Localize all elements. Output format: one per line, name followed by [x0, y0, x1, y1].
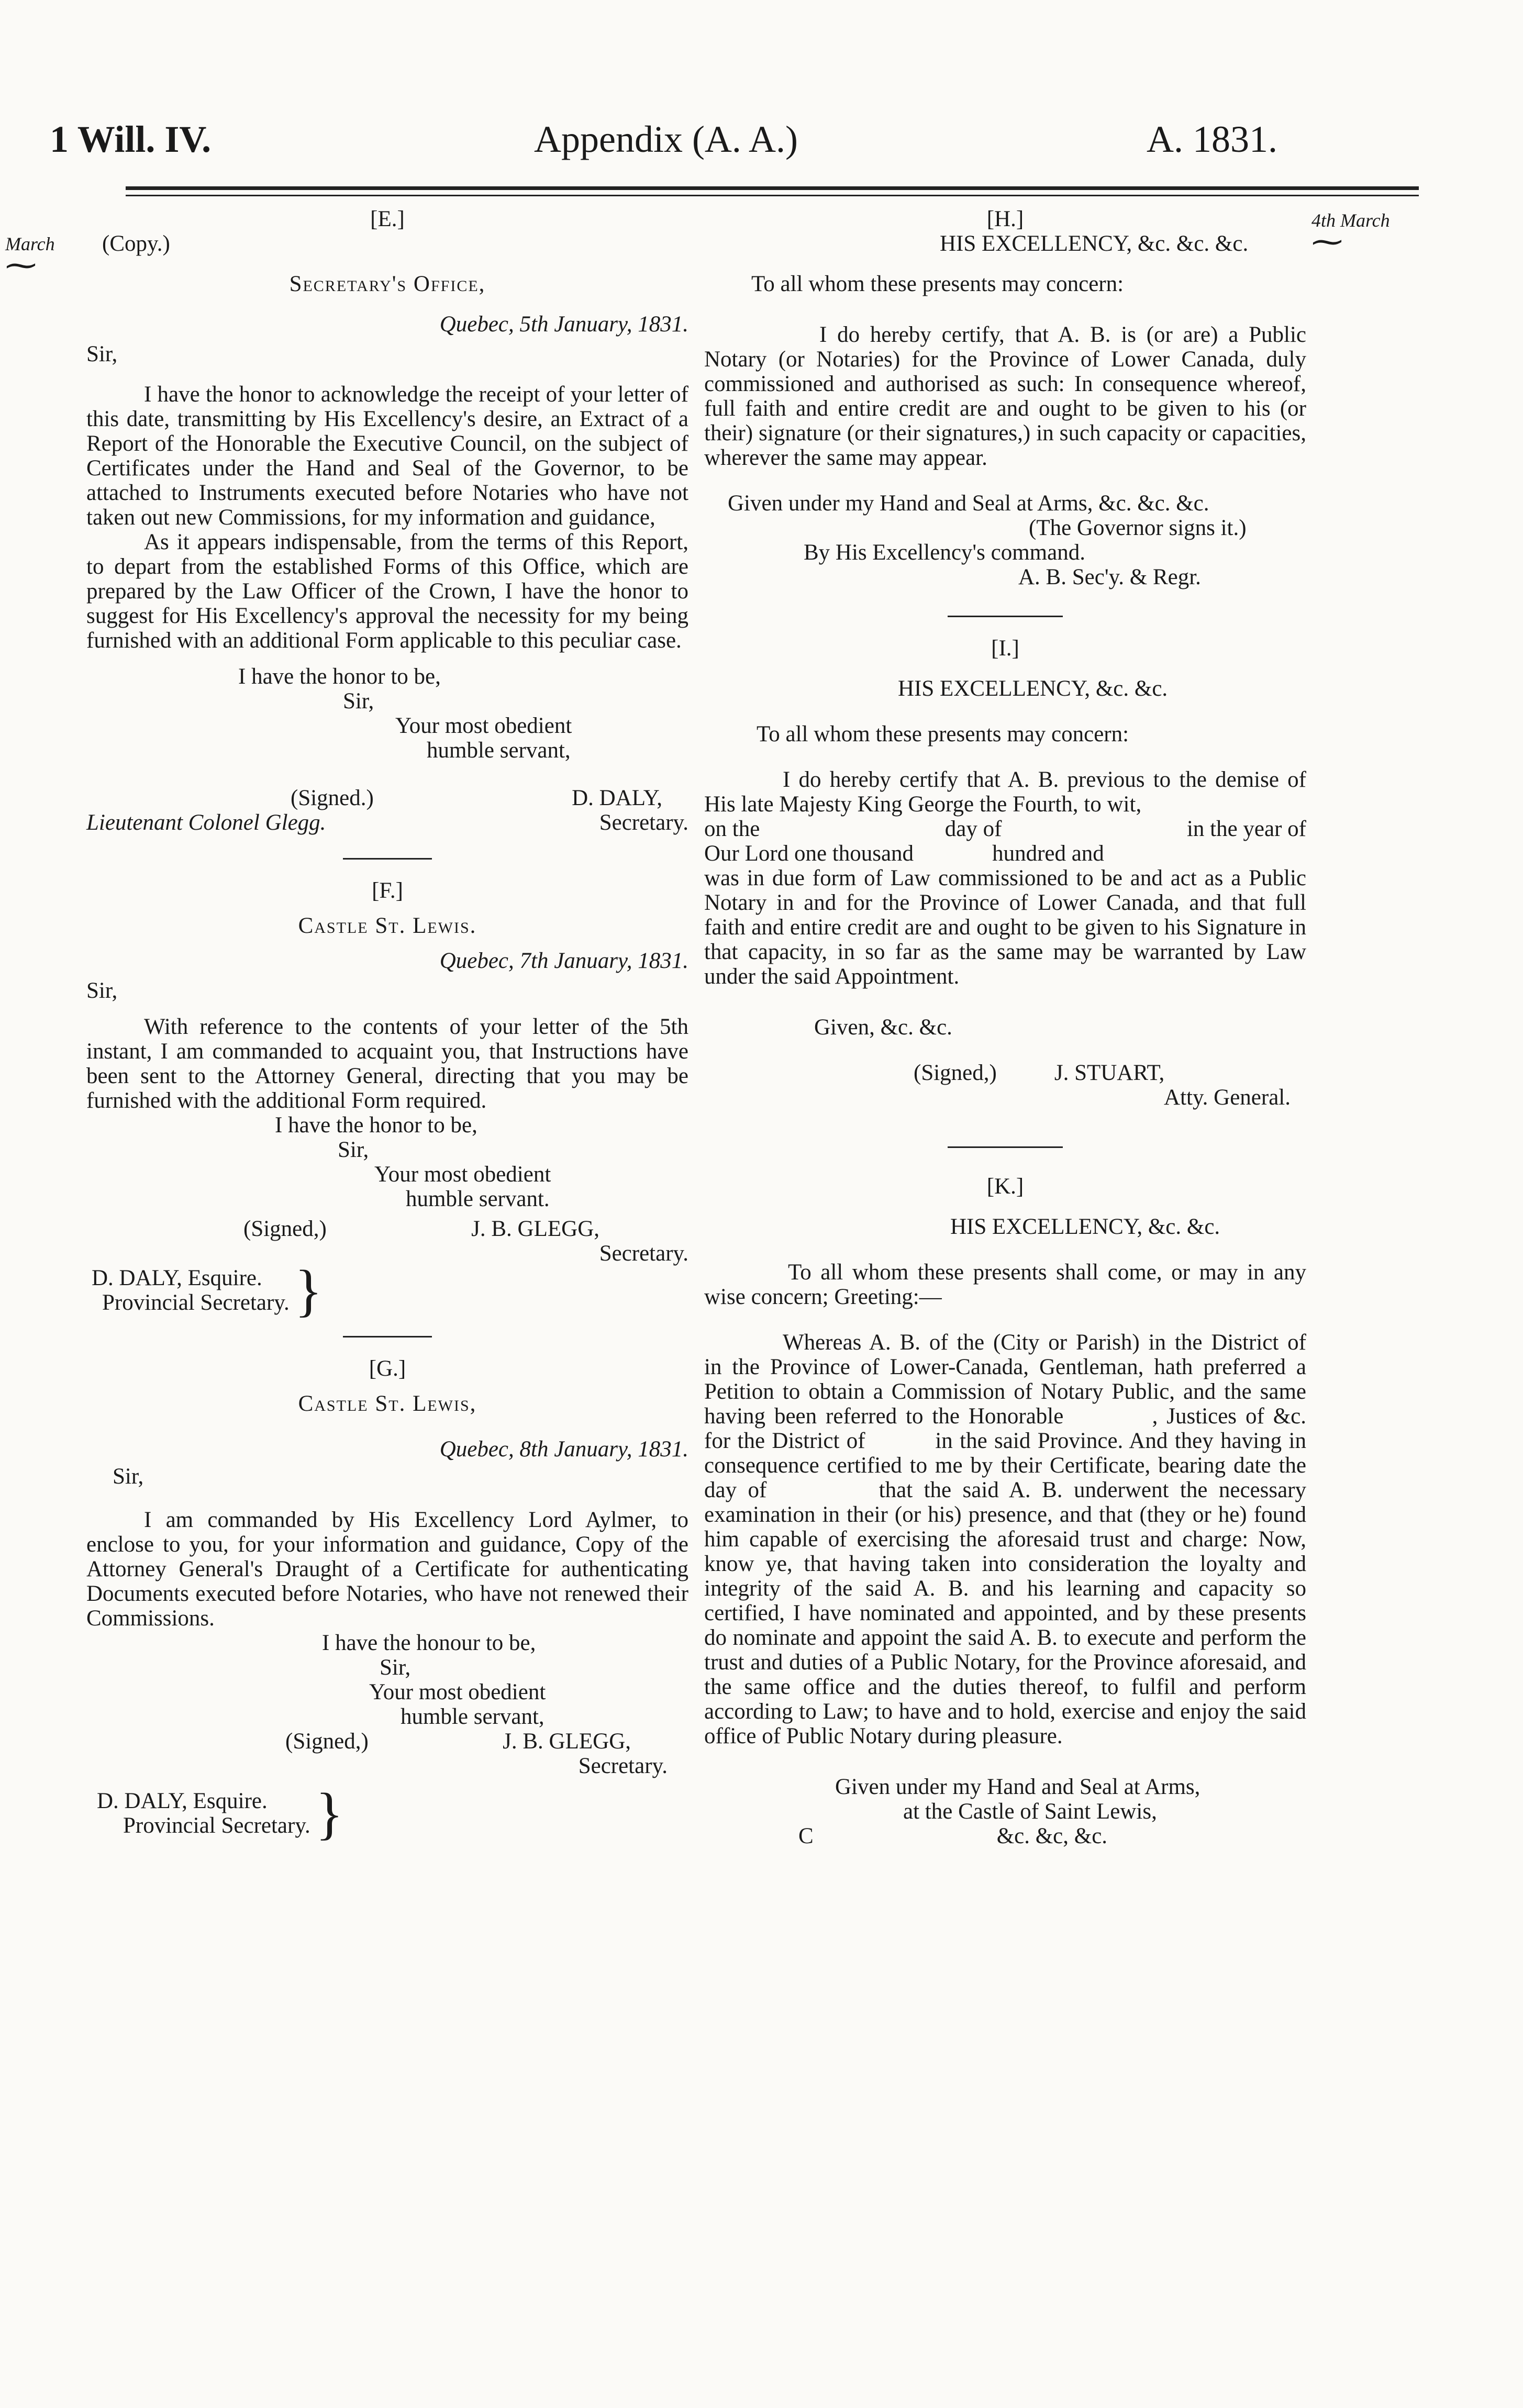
closing-line: I have the honor to be, — [238, 664, 441, 689]
section-divider — [343, 1336, 432, 1337]
blank-line-year: in the year of — [1186, 817, 1306, 841]
section-label-e: [E.] — [370, 207, 405, 231]
address-block: D. DALY, Esquire. Provincial Secretary. } — [92, 1258, 323, 1322]
letter-date: Quebec, 7th January, 1831. — [439, 949, 688, 973]
signed-note: (Signed,) — [243, 1217, 327, 1241]
signed-note: (Signed.) — [291, 786, 374, 810]
margin-note-right: 4th March ⁓ — [1311, 210, 1390, 259]
section-label-k: [K.] — [986, 1174, 1024, 1199]
section-label-i: [I.] — [991, 636, 1019, 661]
blank-line-on: on the — [704, 817, 760, 841]
header-volume: 1 Will. IV. — [50, 118, 212, 160]
section-label-h: [H.] — [986, 207, 1024, 231]
office-heading: Castle St. Lewis, — [298, 1391, 477, 1416]
seal-letter: C — [798, 1824, 814, 1848]
addressee: Lieutenant Colonel Glegg. — [86, 810, 326, 835]
section-divider — [948, 616, 1063, 617]
closing-line: Sir, — [380, 1655, 411, 1680]
etc-line: &c. &c, &c. — [996, 1824, 1108, 1848]
salutation: Sir, — [113, 1464, 144, 1489]
closing-line: Sir, — [338, 1138, 369, 1162]
address-name: D. DALY, Esquire. — [92, 1266, 262, 1290]
paragraph: I do hereby certify that A. B. previous to the demise of His late Majesty King George the Fourth, to wit, — [704, 767, 1306, 817]
address-name: D. DALY, Esquire. — [97, 1789, 268, 1813]
signer-title: Secretary. — [599, 810, 688, 835]
signed-note: (Signed,) — [914, 1061, 997, 1085]
form-heading: HIS EXCELLENCY, &c. &c. — [898, 676, 1168, 701]
left-column — [86, 207, 688, 1845]
paragraph: Whereas A. B. of the (City or Parish) in the District of in the Province of Lower-Canada, Gentleman, hath preferred a Petition to obtain a Commission of Notary Public, and the same having been referred to the Honorable , Justices of &c. for the District of in the said Province. And they having in consequence certified to me by their Certificate, bearing date the day of that the said A. B. underwent the necessary examination in their (or his) presence, and that (they or he) found him capable of exercising the aforesaid trust and charge: Now, know ye, that having taken into consideration the loyalty and integrity of the said A. B. and his learning and capacity so certified, I have nominated and appointed, and by these presents do nominate and appoint the said A. B. to execute and perform the trust and duties of a Public Notary, for the Province aforesaid, and the same office and the duties thereof, to fulfil and perform according to Law; to have and to hold, exercise and enjoy the said office of Public Notary during pleasure. — [704, 1330, 1363, 1748]
header-appendix: Appendix (A. A.) — [534, 118, 798, 160]
form-address: To all whom these presents shall come, or may in any wise concern; Greeting:— — [704, 1260, 1306, 1309]
closing-line: humble servant, — [401, 1704, 544, 1729]
paragraph: I have the honor to acknowledge the receipt of your letter of this date, transmitting by His Excellency's desire, an Extract of a Report of the Honorable the Executive Council, on the subject of Certificates under the Hand and Seal of the Governor, to be attached to Instruments executed before Notaries who have not taken out new Commissions, for my information and guidance, — [86, 382, 688, 530]
section-label-g: [G.] — [369, 1356, 406, 1381]
given-line: Given, &c. &c. — [814, 1015, 952, 1040]
given-line: at the Castle of Saint Lewis, — [903, 1799, 1157, 1824]
section-divider — [343, 858, 432, 860]
copy-note: (Copy.) — [102, 231, 170, 256]
salutation: Sir, — [86, 342, 118, 366]
closing-line: Your most obedient — [369, 1680, 546, 1704]
signer-title: Atty. General. — [1164, 1085, 1291, 1110]
command-line: By His Excellency's command. — [804, 540, 1085, 565]
paragraph: I am commanded by His Excellency Lord Aylmer, to enclose to you, for your information and guidance, Copy of the Attorney General's Draught of a Certificate for authenticating Documents executed before Notaries, who have not renewed their Commissions. — [86, 1508, 688, 1631]
closing-line: Your most obedient — [374, 1162, 551, 1187]
secretary-line: A. B. Sec'y. & Regr. — [1018, 565, 1201, 589]
closing-line: Sir, — [343, 689, 374, 714]
letter-date: Quebec, 5th January, 1831. — [439, 312, 688, 337]
closing-line: humble servant, — [427, 738, 571, 763]
section-label-f: [F.] — [372, 878, 403, 903]
address-block: D. DALY, Esquire. Provincial Secretary. } — [97, 1781, 343, 1845]
signer-title: Secretary. — [599, 1241, 688, 1266]
form-heading: HIS EXCELLENCY, &c. &c. — [950, 1214, 1220, 1239]
margin-note-left: March ⁓ — [5, 233, 55, 283]
paragraph: I do hereby certify, that A. B. is (or are) a Public Notary (or Notaries) for the Province of Lower Canada, duly commissioned and authorised as such: In consequence whereof, full faith and entire credit are and ought to be given to his (or their) signature (or their signatures,) in such capacity or capacities, wherever the same may appear. — [704, 322, 1306, 470]
signer-name: D. DALY, — [572, 786, 662, 810]
closing-line: humble servant. — [406, 1187, 550, 1211]
signer-name: J. B. GLEGG, — [471, 1217, 599, 1241]
paragraph: With reference to the contents of your letter of the 5th instant, I am commanded to acquaint you, that Instructions have been sent to the Attorney General, directing that you may be furnished with the additional Form required. — [86, 1015, 688, 1113]
signed-note: (Signed,) — [285, 1729, 369, 1754]
blank-line-hundred: hundred and — [992, 841, 1104, 866]
office-heading: Castle St. Lewis. — [298, 913, 477, 938]
header-rule — [126, 186, 1419, 190]
closing-line: Your most obedient — [395, 714, 572, 738]
address-title: Provincial Secretary. — [102, 1290, 290, 1315]
section-divider — [948, 1146, 1063, 1148]
form-address: To all whom these presents may concern: — [757, 722, 1129, 746]
office-heading: Secretary's Office, — [289, 272, 486, 296]
header-rule-thin — [126, 195, 1419, 196]
closing-line: I have the honor to be, — [275, 1113, 477, 1138]
paragraph: As it appears indispensable, from the terms of this Report, to depart from the established Forms of this Office, which are prepared by the Law Officer of the Crown, I have the honor to suggest for His Excellency's approval the necessity for my being furnished with an additional Form applicable to this peculiar case. — [86, 530, 688, 653]
signer-name: J. STUART, — [1054, 1061, 1165, 1085]
salutation: Sir, — [86, 978, 118, 1003]
given-line: Given under my Hand and Seal at Arms, &c. &c. &c. — [728, 491, 1209, 516]
given-line: Given under my Hand and Seal at Arms, — [835, 1775, 1200, 1799]
header-year: A. 1831. — [1147, 118, 1277, 160]
form-address: To all whom these presents may concern: — [751, 272, 1124, 296]
form-heading: HIS EXCELLENCY, &c. &c. &c. — [940, 231, 1249, 256]
signer-name: J. B. GLEGG, — [503, 1729, 631, 1754]
closing-line: I have the honour to be, — [322, 1631, 536, 1655]
letter-date: Quebec, 8th January, 1831. — [439, 1437, 688, 1462]
governor-note: (The Governor signs it.) — [1029, 516, 1247, 540]
blank-line-day: day of — [944, 817, 1002, 841]
address-title: Provincial Secretary. — [123, 1813, 310, 1838]
signer-title: Secretary. — [578, 1754, 668, 1778]
blank-line-lord: Our Lord one thousand — [704, 841, 914, 866]
paragraph: was in due form of Law commissioned to be and act as a Public Notary in and for the Province of Lower Canada, and that full faith and entire credit are and ought to be given to his Signature in that capacity, in so far as the same may be warranted by Law under the said Appointment. — [704, 866, 1306, 989]
